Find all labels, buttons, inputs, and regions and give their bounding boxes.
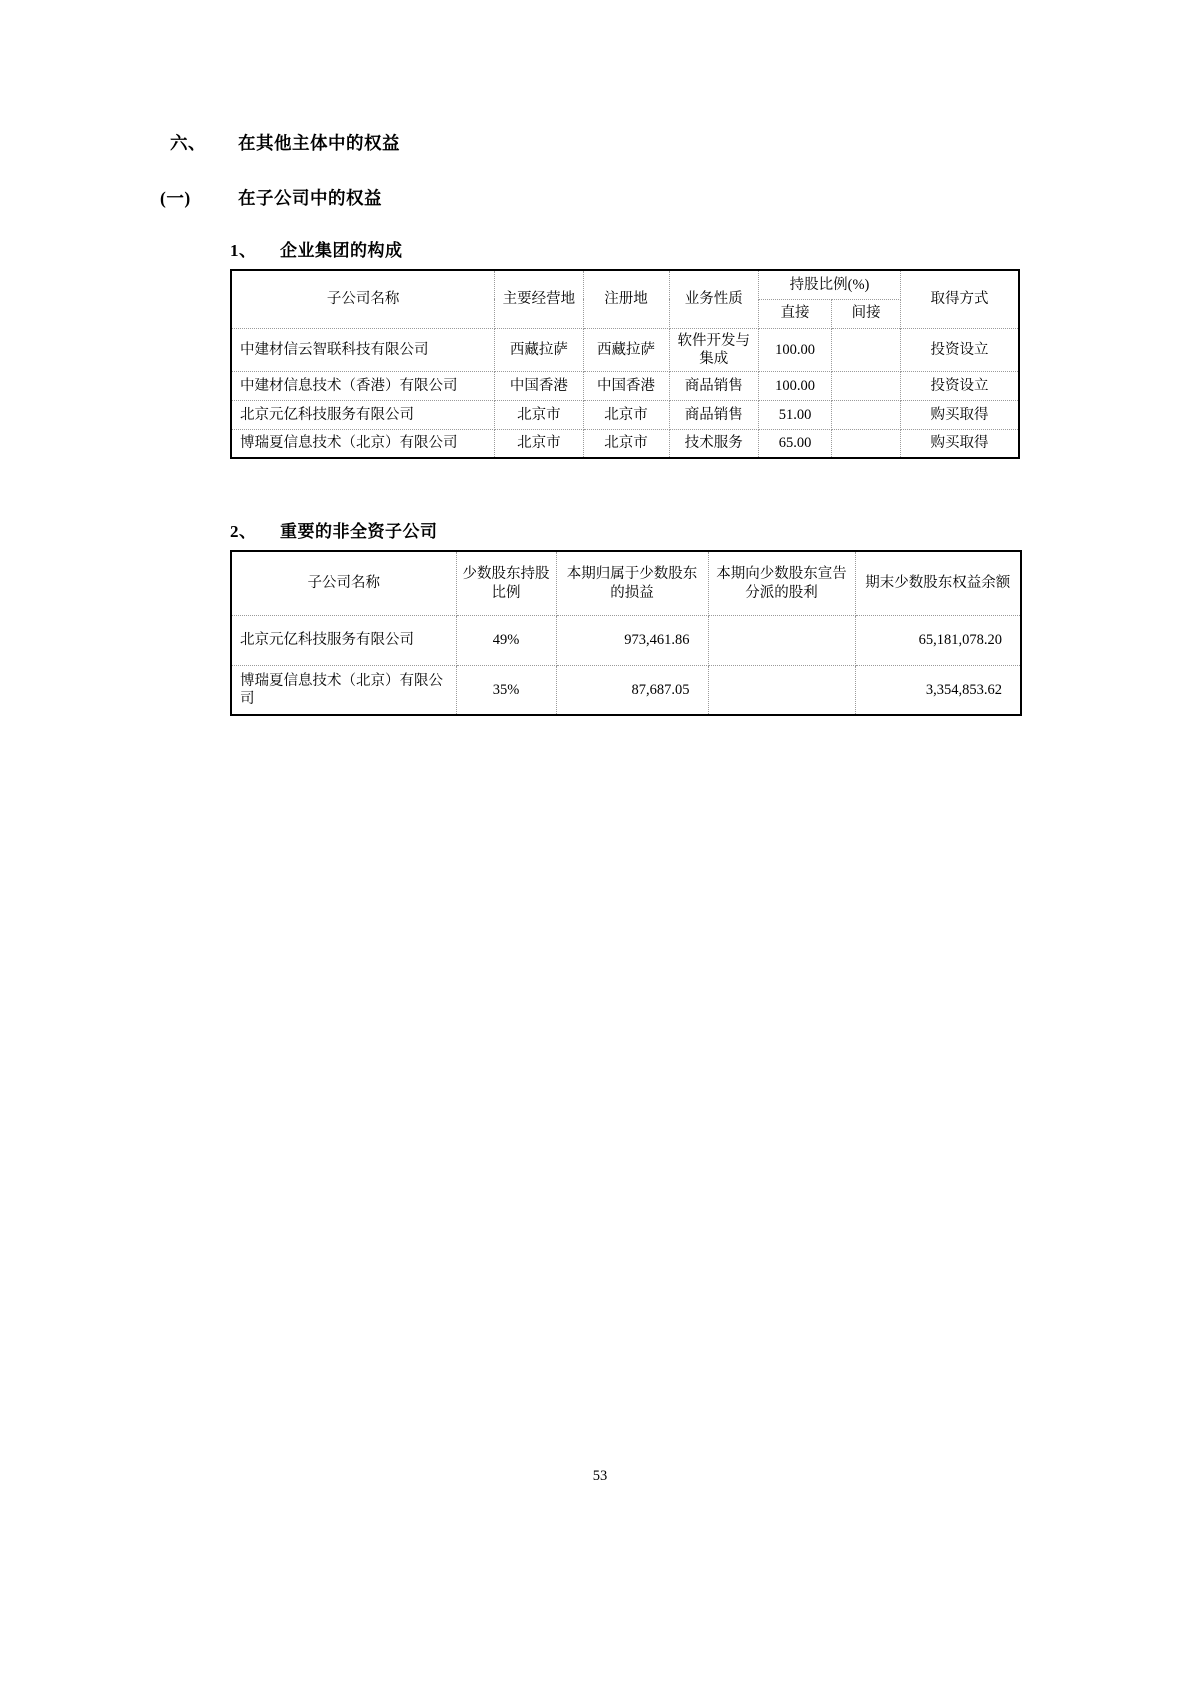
cell-direct: 100.00	[758, 328, 831, 371]
cell-acquire-way: 购买取得	[901, 429, 1019, 458]
cell-profit-loss: 87,687.05	[556, 665, 708, 715]
table-row	[231, 328, 1019, 371]
th-subsidiary-name: 子公司名称	[231, 270, 495, 328]
section-heading-number: 六、	[170, 133, 206, 153]
th-register-place: 注册地	[583, 270, 669, 328]
th-direct: 直接	[758, 299, 831, 328]
cell-end-balance: 3,354,853.62	[855, 665, 1021, 715]
non-wholly-owned-subsidiaries-table	[230, 550, 1022, 716]
subsection-heading-number: (一)	[160, 188, 191, 208]
group-composition-table	[230, 269, 1020, 459]
cell-end-balance: 65,181,078.20	[855, 615, 1021, 665]
table-row	[231, 400, 1019, 429]
cell-register-place: 中国香港	[583, 371, 669, 400]
table-gap	[150, 459, 1050, 517]
cell-register-place: 西藏拉萨	[583, 328, 669, 371]
cell-business-nature: 商品销售	[669, 371, 758, 400]
cell-business-nature: 技术服务	[669, 429, 758, 458]
th-acquire-way: 取得方式	[901, 270, 1019, 328]
cell-minority-ratio: 35%	[456, 665, 556, 715]
cell-direct: 65.00	[758, 429, 831, 458]
cell-acquire-way: 投资设立	[901, 371, 1019, 400]
item2-heading	[230, 517, 1050, 542]
cell-indirect	[832, 328, 901, 371]
th-main-place: 主要经营地	[495, 270, 583, 328]
cell-main-place: 西藏拉萨	[495, 328, 583, 371]
table-row	[231, 429, 1019, 458]
item2-heading-text: 重要的非全资子公司	[280, 522, 438, 542]
table-row	[231, 665, 1021, 715]
th-dividend: 本期向少数股东宣告分派的股利	[708, 551, 855, 615]
cell-dividend	[708, 665, 855, 715]
page-number: 53	[592, 1468, 608, 1484]
cell-profit-loss: 973,461.86	[556, 615, 708, 665]
cell-direct: 100.00	[758, 371, 831, 400]
cell-indirect	[832, 400, 901, 429]
th-business-nature: 业务性质	[669, 270, 758, 328]
cell-acquire-way: 投资设立	[901, 328, 1019, 371]
item2-heading-number: 2、	[230, 522, 257, 542]
cell-business-nature: 商品销售	[669, 400, 758, 429]
table-header-row-1	[231, 270, 1019, 299]
cell-subsidiary-name: 博瑞夏信息技术（北京）有限公司	[231, 665, 456, 715]
cell-indirect	[832, 429, 901, 458]
th-minority-ratio: 少数股东持股比例	[456, 551, 556, 615]
cell-main-place: 中国香港	[495, 371, 583, 400]
subsection-heading-text: 在子公司中的权益	[238, 188, 382, 208]
cell-subsidiary-name: 博瑞夏信息技术（北京）有限公司	[231, 429, 495, 458]
th-shareholding-ratio: 持股比例(%)	[758, 270, 900, 299]
cell-direct: 51.00	[758, 400, 831, 429]
section-heading-text: 在其他主体中的权益	[238, 133, 400, 153]
cell-register-place: 北京市	[583, 429, 669, 458]
th-subsidiary-name: 子公司名称	[231, 551, 456, 615]
cell-subsidiary-name: 中建材信息技术（香港）有限公司	[231, 371, 495, 400]
cell-dividend	[708, 615, 855, 665]
cell-subsidiary-name: 北京元亿科技服务有限公司	[231, 400, 495, 429]
th-profit-loss: 本期归属于少数股东的损益	[556, 551, 708, 615]
cell-main-place: 北京市	[495, 400, 583, 429]
table-row	[231, 615, 1021, 665]
item1-heading-number: 1、	[230, 241, 257, 260]
cell-main-place: 北京市	[495, 429, 583, 458]
cell-acquire-way: 购买取得	[901, 400, 1019, 429]
section-heading	[170, 130, 1050, 155]
th-end-balance: 期末少数股东权益余额	[855, 551, 1021, 615]
cell-business-nature: 软件开发与集成	[669, 328, 758, 371]
cell-subsidiary-name: 中建材信云智联科技有限公司	[231, 328, 495, 371]
item1-heading-text: 企业集团的构成	[280, 241, 403, 260]
table-header-row	[231, 551, 1021, 615]
th-indirect: 间接	[832, 299, 901, 328]
cell-subsidiary-name: 北京元亿科技服务有限公司	[231, 615, 456, 665]
item1-heading	[230, 236, 1050, 261]
cell-minority-ratio: 49%	[456, 615, 556, 665]
cell-register-place: 北京市	[583, 400, 669, 429]
subsection-heading	[160, 185, 1050, 210]
table-row	[231, 371, 1019, 400]
cell-indirect	[832, 371, 901, 400]
